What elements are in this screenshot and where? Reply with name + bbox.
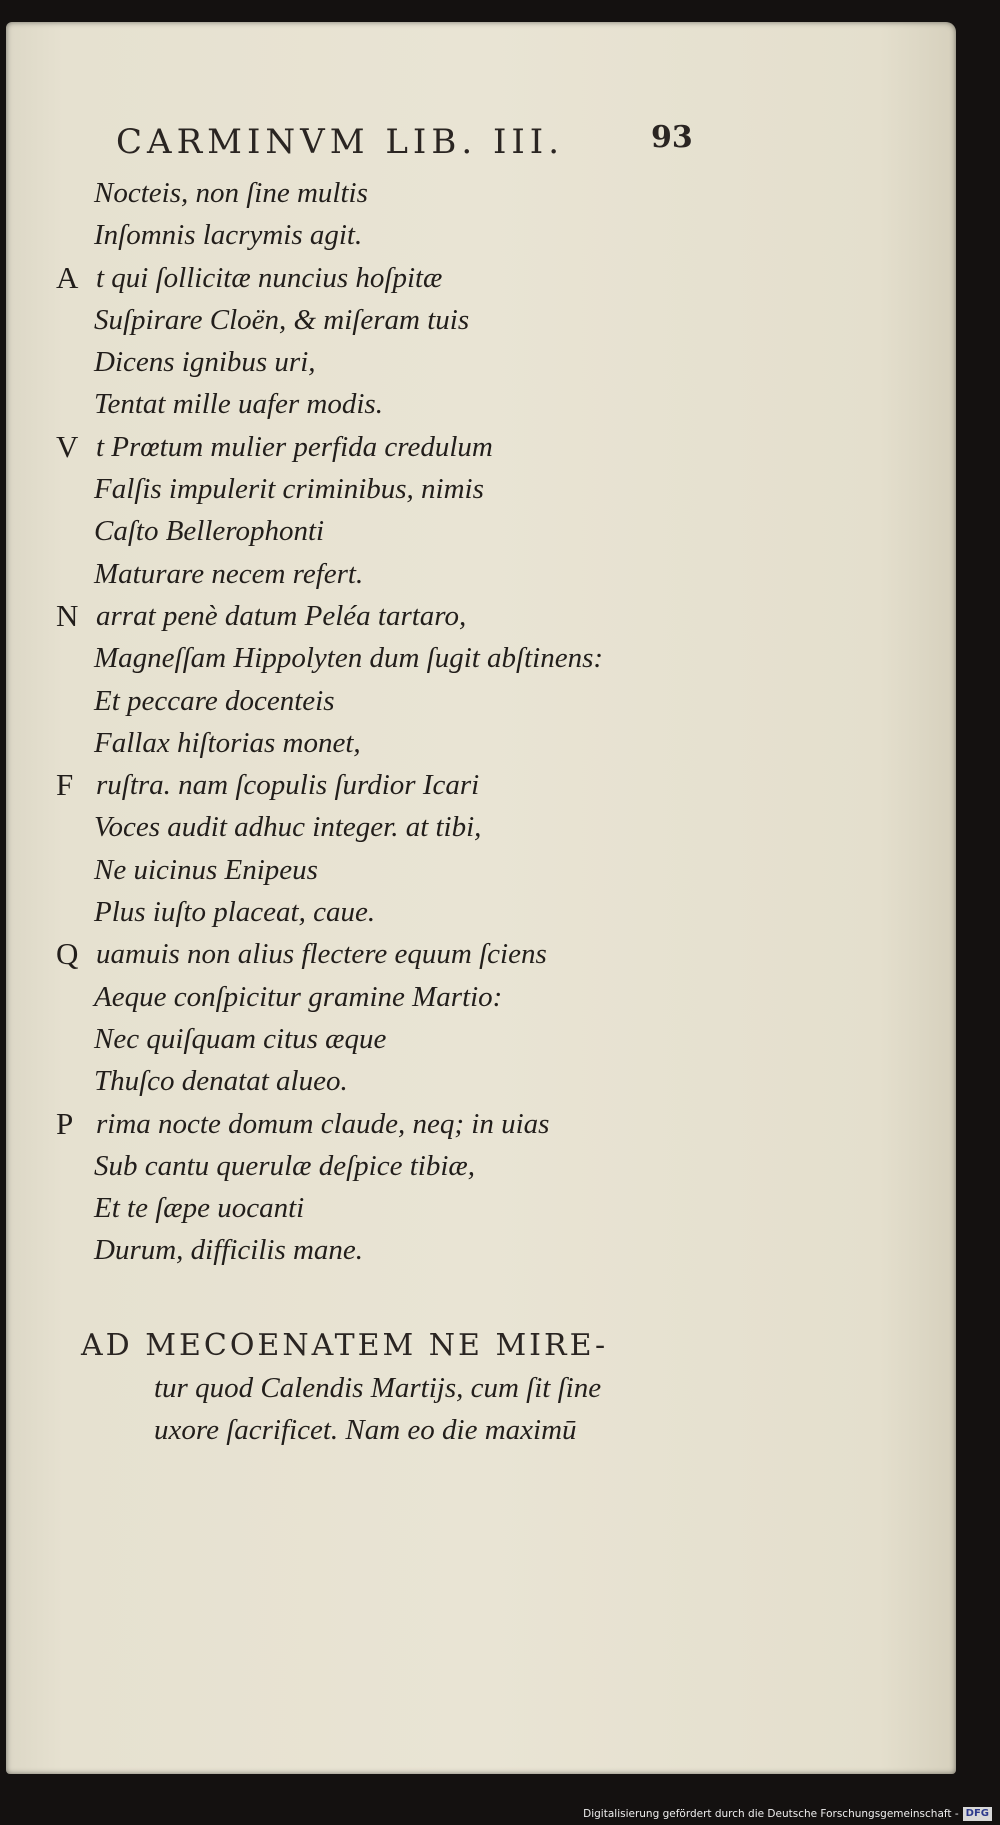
verse-text: uamuis non alius flectere equum ſciens xyxy=(96,938,547,971)
stanza-first-line xyxy=(56,257,756,299)
verse-text: Nec quiſquam citus æque xyxy=(94,1022,387,1055)
verse-line xyxy=(56,214,756,256)
verse-text: ruſtra. nam ſcopulis ſurdior Icari xyxy=(96,769,480,802)
verse-text: Caſto Bellerophonti xyxy=(94,515,325,548)
verse-text: Et peccare docenteis xyxy=(94,684,335,717)
stanza-initial: Q xyxy=(56,936,79,972)
verse-text: Suſpirare Cloën, & miſeram tuis xyxy=(94,303,470,336)
stanza-initial: N xyxy=(56,597,79,633)
verse-text: Falſis impulerit criminibus, nimis xyxy=(94,473,484,506)
verse-text: Tentat mille uafer modis. xyxy=(94,388,383,421)
stanza-first-line xyxy=(56,1103,756,1145)
stanza-first-line xyxy=(56,426,756,468)
verse-text: arrat penè datum Peléa tartaro, xyxy=(96,599,467,632)
stanza-initial: A xyxy=(56,259,79,295)
running-title: CARMINVM LIB. III. xyxy=(116,122,565,162)
verse-line xyxy=(56,172,756,214)
credit-text: Digitalisierung gefördert durch die Deutsche Forschungsgemeinschaft - xyxy=(583,1808,959,1820)
verse-text: Et te ſæpe uocanti xyxy=(94,1192,305,1225)
stanza-first-line xyxy=(56,933,756,975)
verse-text: Ne uicinus Enipeus xyxy=(94,853,318,886)
digitization-credit xyxy=(583,1803,992,1825)
verse-line xyxy=(56,1229,756,1271)
page-number: 93 xyxy=(651,120,693,155)
verse-line xyxy=(56,680,756,722)
verse-text: Voces audit adhuc integer. at tibi, xyxy=(94,811,482,844)
verse-line xyxy=(56,806,756,848)
dfg-logo: DFG xyxy=(963,1807,992,1821)
verse-text: rima nocte domum claude, neq; in uias xyxy=(96,1107,550,1140)
poem-text xyxy=(56,172,756,1272)
verse-line xyxy=(56,1060,756,1102)
verse-line xyxy=(56,722,756,764)
verse-line xyxy=(56,849,756,891)
verse-text: Plus iuſto placeat, caue. xyxy=(94,896,376,929)
verse-line xyxy=(56,510,756,552)
verse-text: t qui ſollicitæ nuncius hoſpitæ xyxy=(96,261,443,294)
verse-text: Dicens ignibus uri, xyxy=(94,346,316,379)
verse-line xyxy=(56,383,756,425)
verse-text: Fallax hiſtorias monet, xyxy=(94,726,361,759)
stanza-first-line xyxy=(56,595,756,637)
verse-text: Durum, difficilis mane. xyxy=(94,1234,364,1267)
stanza-initial: P xyxy=(56,1105,74,1141)
verse-line xyxy=(56,1187,756,1229)
verse-text: Nocteis, non ſine multis xyxy=(94,177,368,209)
ode-title-caps: AD MECOENATEM NE MIRE- xyxy=(81,1328,609,1363)
verse-line xyxy=(56,1145,756,1187)
verse-line xyxy=(56,468,756,510)
verse-line xyxy=(56,1018,756,1060)
verse-text: Thuſco denatat alueo. xyxy=(94,1065,348,1098)
verse-line xyxy=(56,637,756,679)
stanza-first-line xyxy=(56,764,756,806)
verse-text: Aeque conſpicitur gramine Martio: xyxy=(94,980,503,1013)
ode-title-line: tur quod Calendis Martijs, cum ſit ſine xyxy=(154,1372,602,1404)
verse-text: t Prœtum mulier perfida credulum xyxy=(96,430,493,463)
stanza-initial: F xyxy=(56,767,74,803)
verse-line xyxy=(56,976,756,1018)
verse-text: Maturare necem refert. xyxy=(94,557,364,590)
verse-line xyxy=(56,553,756,595)
verse-line xyxy=(56,891,756,933)
verse-text: Sub cantu querulæ deſpice tibiæ, xyxy=(94,1149,475,1182)
ode-title-line: uxore ſacrificet. Nam eo die maximū xyxy=(154,1414,577,1446)
verse-line xyxy=(56,341,756,383)
verse-line xyxy=(56,299,756,341)
next-ode-title xyxy=(81,1325,721,1451)
book-page xyxy=(6,22,956,1774)
verse-text: Inſomnis lacrymis agit. xyxy=(94,219,363,252)
verse-text: Magneſſam Hippolyten dum ſugit abſtinens: xyxy=(94,642,604,675)
stanza-initial: V xyxy=(56,428,79,464)
